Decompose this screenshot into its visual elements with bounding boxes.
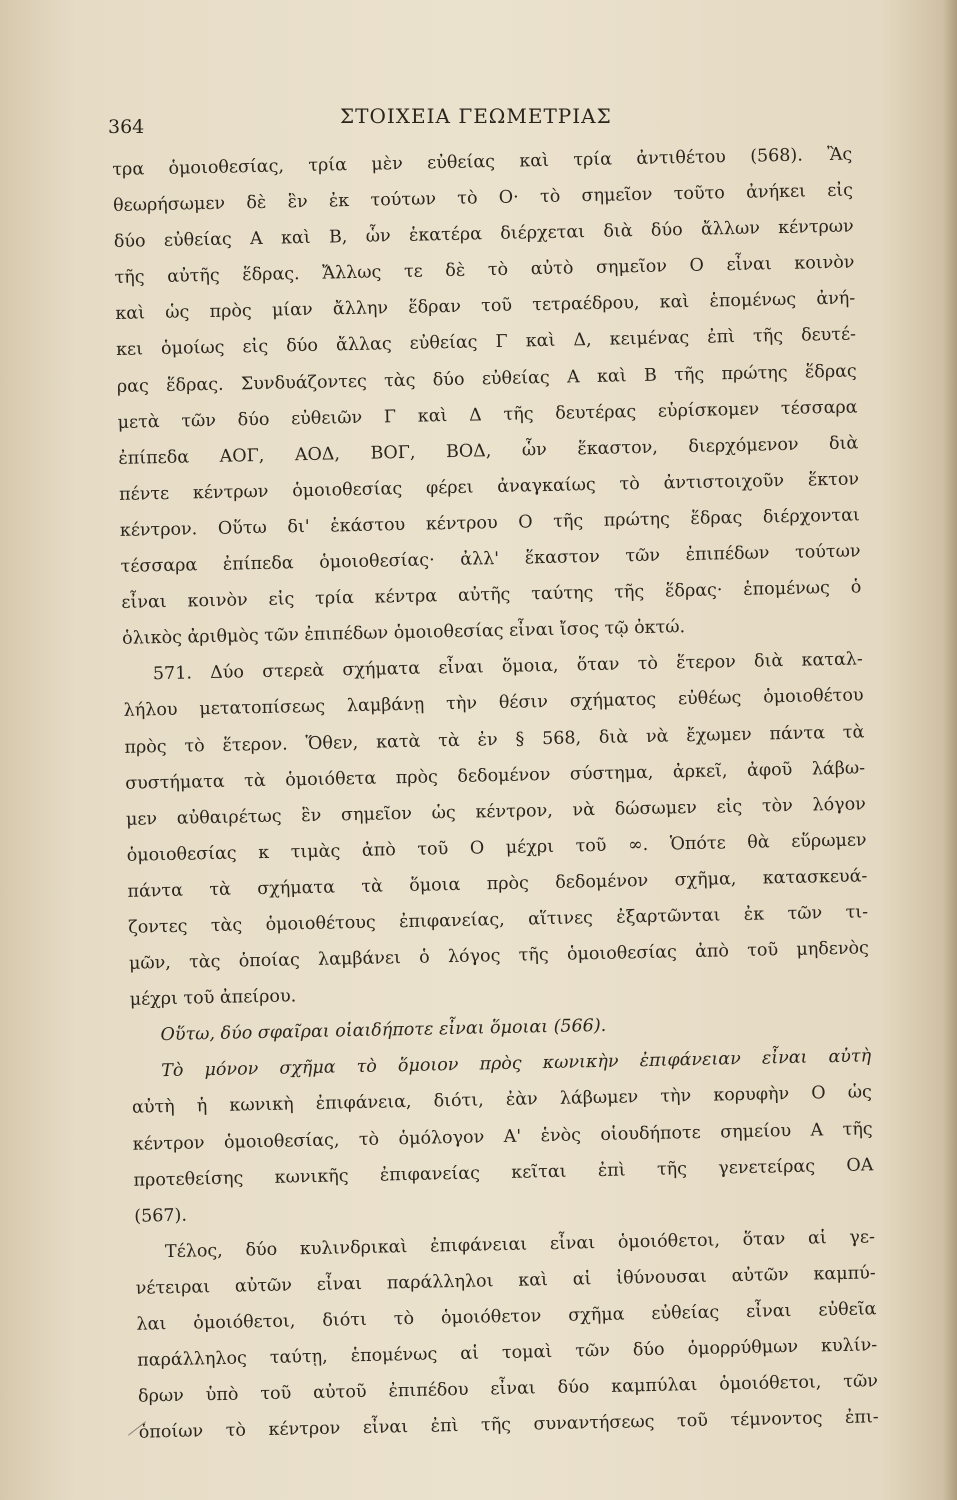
text-line: μεν αὐθαιρέτως ἓν σημεῖον ὡς κέντρον, νὰ δώσωμεν εἰς τὸν λόγον bbox=[125, 794, 867, 830]
text-line: πρὸς τὸ ἕτερον. Ὅθεν, κατὰ τὰ ἐν § 568, διὰ νὰ ἔχωμεν πάντα τὰ bbox=[124, 721, 865, 758]
text-line: νέτειραι αὐτῶν εἶναι παράλληλοι καὶ αἱ ἰθύνουσαι αὐτῶν καμπύ- bbox=[135, 1263, 876, 1299]
paragraph-start-line: Τέλος, δύο κυλινδρικαὶ ἐπιφάνειαι εἶναι ὁμοιόθετοι, ὅταν αἱ γε- bbox=[164, 1227, 876, 1262]
text-line: τρα ὁμοιοθεσίας, τρία μὲν εὐθείας καὶ τρία ἀντιθέτου (568). Ἂς bbox=[112, 144, 853, 180]
text-line: κέντρον ὁμοιοθεσίας, τὸ ὁμόλογον Α' ἑνὸς οἱουδήποτε σημείου Α τῆς bbox=[132, 1118, 873, 1155]
text-line: συστήματα τὰ ὁμοιόθετα πρὸς δεδομένον σύστημα, ἀρκεῖ, ἀφοῦ λάβω- bbox=[125, 757, 866, 794]
running-title: ΣΤΟΙΧΕΙΑ ΓΕΩΜΕΤΡΙΑΣ bbox=[340, 104, 612, 128]
text-line: ἐπίπεδα ΑΟΓ, ΑΟΔ, ΒΟΓ, ΒΟΔ, ὧν ἕκαστον, διερχόμενον διὰ bbox=[118, 433, 859, 469]
text-line: τῆς αὐτῆς ἕδρας. Ἄλλως τε δὲ τὸ αὐτὸ σημεῖον Ο εἶναι κοινὸν bbox=[114, 252, 855, 289]
text-line: καὶ ὡς πρὸς μίαν ἄλλην ἕδραν τοῦ τετραέδρου, καὶ ἑπομένως ἀνή- bbox=[115, 288, 856, 325]
italic-paragraph-line: Οὕτω, δύο σφαῖραι οἱαιδήποτε εἶναι ὅμοιαι (566). bbox=[160, 1016, 607, 1046]
text-line: θεωρήσωμεν δὲ ἓν ἐκ τούτων τὸ Ο· τὸ σημεῖον τοῦτο ἀνήκει εἰς bbox=[112, 180, 854, 217]
page-number: 364 bbox=[108, 116, 145, 138]
italic-paragraph-line: Τὸ μόνον σχῆμα τὸ ὅμοιον πρὸς κωνικὴν ἐπιφάνειαν εἶναι αὐτὴ bbox=[161, 1046, 872, 1082]
text-line: προτεθείσης κωνικῆς ἐπιφανείας κεῖται ἐπὶ τῆς γενετείρας ΟΑ bbox=[133, 1154, 874, 1191]
text-line: μέχρι τοῦ ἀπείρου. bbox=[129, 986, 297, 1010]
text-line: αὐτὴ ἡ κωνικὴ ἐπιφάνεια, διότι, ἐὰν λάβωμεν τὴν κορυφὴν Ο ὡς bbox=[131, 1082, 873, 1119]
text-line: λήλου μετατοπίσεως λαμβάνῃ τὴν θέσιν σχήματος εὐθέως ὁμοιοθέτου bbox=[123, 685, 864, 722]
text-line: ζοντες τὰς ὁμοιοθέτους ἐπιφανείας, αἵτινες ἐξαρτῶνται ἐκ τῶν τι- bbox=[128, 902, 869, 938]
text-line: παράλληλος ταύτῃ, ἑπομένως αἱ τομαὶ τῶν δύο ὁμορρύθμων κυλίν- bbox=[137, 1335, 878, 1371]
page-edge-shadow bbox=[943, 0, 957, 1500]
text-line: ὁμοιοθεσίας κ τιμὰς ἀπὸ τοῦ Ο μέχρι τοῦ ∞. Ὁπότε θὰ εὕρωμεν bbox=[126, 830, 867, 866]
text-line: δύο εὐθείας Α καὶ Β, ὧν ἑκατέρα διέρχεται διὰ δύο ἄλλων κέντρων bbox=[113, 216, 854, 253]
text-line: ὁλικὸς ἀριθμὸς τῶν ἐπιπέδων ὁμοιοθεσίας εἶναι ἴσος τῷ ὀκτώ. bbox=[121, 617, 686, 650]
page-header bbox=[100, 96, 860, 136]
paragraph-start-line: 571. Δύο στερεὰ σχήματα εἶναι ὅμοια, ὅταν τὸ ἕτερον διὰ καταλ- bbox=[152, 649, 864, 685]
text-line: ρας ἕδρας. Συνδυάζοντες τὰς δύο εὐθείας Α καὶ Β τῆς πρώτης ἕδρας bbox=[116, 361, 857, 397]
text-line: τέσσαρα ἐπίπεδα ὁμοιοθεσίας· ἀλλ' ἕκαστον τῶν ἐπιπέδων τούτων bbox=[120, 541, 861, 577]
text-line: πάντα τὰ σχήματα τὰ ὅμοια πρὸς δεδομένον σχῆμα, κατασκευά- bbox=[127, 866, 868, 902]
text-line: εἶναι κοινὸν εἰς τρία κέντρα αὐτῆς ταύτης τῆς ἕδρας· ἑπομένως ὁ bbox=[121, 577, 862, 614]
text-line: δρων ὑπὸ τοῦ αὐτοῦ ἐπιπέδου εἶναι δύο καμπύλαι ὁμοιόθετοι, τῶν bbox=[137, 1371, 879, 1407]
text-line: λαι ὁμοιόθετοι, διότι τὸ ὁμοιόθετον σχῆμα εὐθείας εἶναι εὐθεῖα bbox=[136, 1299, 877, 1335]
text-line: ὁποίων τὸ κέντρον εἶναι ἐπὶ τῆς συναντήσεως τοῦ τέμνοντος ἐπι- bbox=[138, 1407, 879, 1443]
text-line: μετὰ τῶν δύο εὐθειῶν Γ καὶ Δ τῆς δευτέρας εὑρίσκομεν τέσσαρα bbox=[117, 397, 858, 433]
text-line: μῶν, τὰς ὁποίας λαμβάνει ὁ λόγος τῆς ὁμοιοθεσίας ἀπὸ τοῦ μηδενὸς bbox=[128, 938, 870, 974]
text-line: κει ὁμοίως εἰς δύο ἄλλας εὐθείας Γ καὶ Δ, κειμένας ἐπὶ τῆς δευτέ- bbox=[115, 324, 857, 361]
text-line: (567). bbox=[134, 1205, 188, 1227]
body-text bbox=[112, 137, 879, 1452]
text-line: πέντε κέντρων ὁμοιοθεσίας φέρει ἀναγκαίως τὸ ἀντιστοιχοῦν ἕκτον bbox=[118, 469, 860, 505]
text-line: κέντρον. Οὕτω δι' ἑκάστου κέντρου Ο τῆς πρώτης ἕδρας διέρχονται bbox=[119, 505, 860, 541]
